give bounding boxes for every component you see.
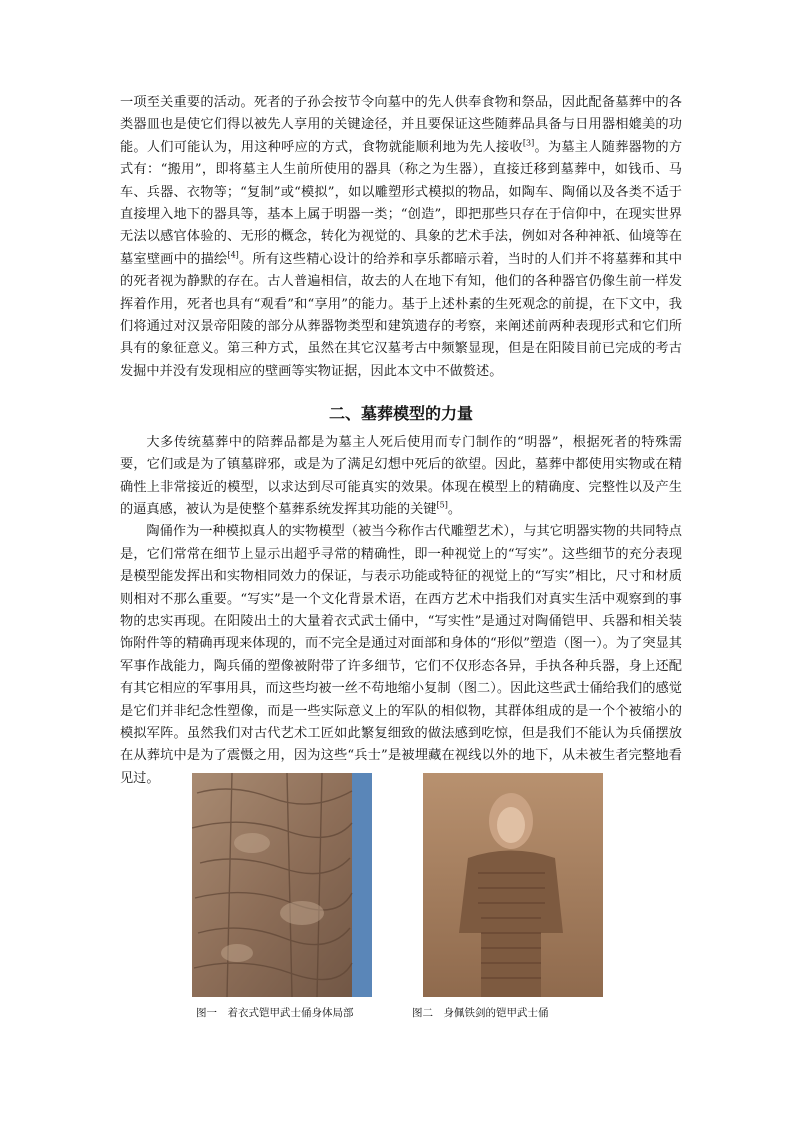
reference-4: [4]	[227, 250, 239, 260]
reference-5: [5]	[436, 500, 448, 510]
reference-3: [3]	[522, 138, 535, 148]
figure-1-caption: 图一 着衣式铠甲武士俑身体局部	[196, 1007, 354, 1019]
figure-2-caption: 图二 身佩铁剑的铠甲武士俑	[412, 1007, 549, 1019]
article-body	[120, 92, 682, 790]
section-heading: 二、墓葬模型的力量	[328, 404, 473, 424]
paragraph-1: 一项至关重要的活动。死者的子孙会按节令向墓中的先人供奉食物和祭品，因此配备墓葬中的各类器皿也是使它们得以被先人享用的关键途径，并且要保证这些随葬品具备与日用器相媲美的功能。人们可能认为，用这种呼应的方式，食物就能顺利地为先人接收[3]。为墓主人随葬器物的方式有：“搬用”，即将墓主人生前所使用的器具（称之为生器），直接迁移到墓葬中，如钱币、马车、兵器、衣物等；“复制”或“模拟”，如以雕塑形式模拟的物品，如陶车、陶俑以及各类不适于直接埋入地下的器具等，基本上属于明器一类；“创造”，即把那些只存在于信仰中，在现实世界无法以感官体验的、无形的概念，转化为视觉的、具象的艺术手法，例如对各种神祇、仙境等在墓室壁画中的描绘[4]。所有这些精心设计的给养和享乐都暗示着，当时的人们并不将墓葬和其中的死者视为静默的存在。古人普遍相信，故去的人在地下有知，他们的各种器官仍像生前一样发挥着作用，死者也具有“观看”和“享用”的能力。基于上述朴素的生死观念的前提，在下文中，我们将通过对汉景帝阳陵的部分从葬器物类型和建筑遗存的考察，来阐述前两种表现形式和它们所具有的象征意义。第三种方式，虽然在其它汉墓考古中频繁显现，但是在阳陵目前已完成的考古发掘中并没有发现相应的壁画等实物证据，因此本文中不做赘述。	[120, 95, 683, 379]
paragraph-2: 大多传统墓葬中的陪葬品都是为墓主人死后使用而专门制作的“明器”，根据死者的特殊需要，它们或是为了镇墓辟邪，或是为了满足幻想中死后的欲望。因此，墓葬中都使用实物或在精确性上非常接近的模型，以求达到尽可能真实的效果。体现在模型上的精确度、完整性以及产生的逼真感，被认为是使整个墓葬系统发挥其功能的关键[5]。	[120, 434, 682, 517]
figure-1-image	[192, 773, 372, 997]
figure-2-image	[423, 773, 603, 997]
paragraph-3: 陶俑作为一种模拟真人的实物模型（被当今称作古代雕塑艺术），与其它明器实物的共同特点是，它们常常在细节上显示出超乎寻常的精确性，即一种视觉上的“写实”。这些细节的充分表现是模型能发挥出和实物相同效力的保证，与表示功能或特征的视觉上的“写实”相比，尺寸和材质则相对不那么重要。“写实”是一个文化背景术语，在西方艺术中指我们对真实生活中观察到的事物的忠实再现。在阳陵出土的大量着衣式武士俑中，“写实性”是通过对陶俑铠甲、兵器和相关装饰附件等的精确再现来体现的，而不完全是通过对面部和身体的“形似”塑造（图一）。为了突显其军事作战能力，陶兵俑的塑像被附带了许多细节，它们不仅形态各异，手执各种兵器，身上还配有其它相应的军事用具，而这些均被一丝不苟地缩小复制（图二）。因此这些武士俑给我们的感觉是它们并非纪念性塑像，而是一些实际意义上的军队的相似物，其群体组成的是一个个被缩小的模拟军阵。虽然我们对古代艺术工匠如此繁复细致的做法感到吃惊，但是我们不能认为兵俑摆放在从葬坑中是为了震慑之用，因为这些“兵士”是被埋藏在视线以外的地下，从未被生者完整地看见过。	[120, 524, 682, 786]
